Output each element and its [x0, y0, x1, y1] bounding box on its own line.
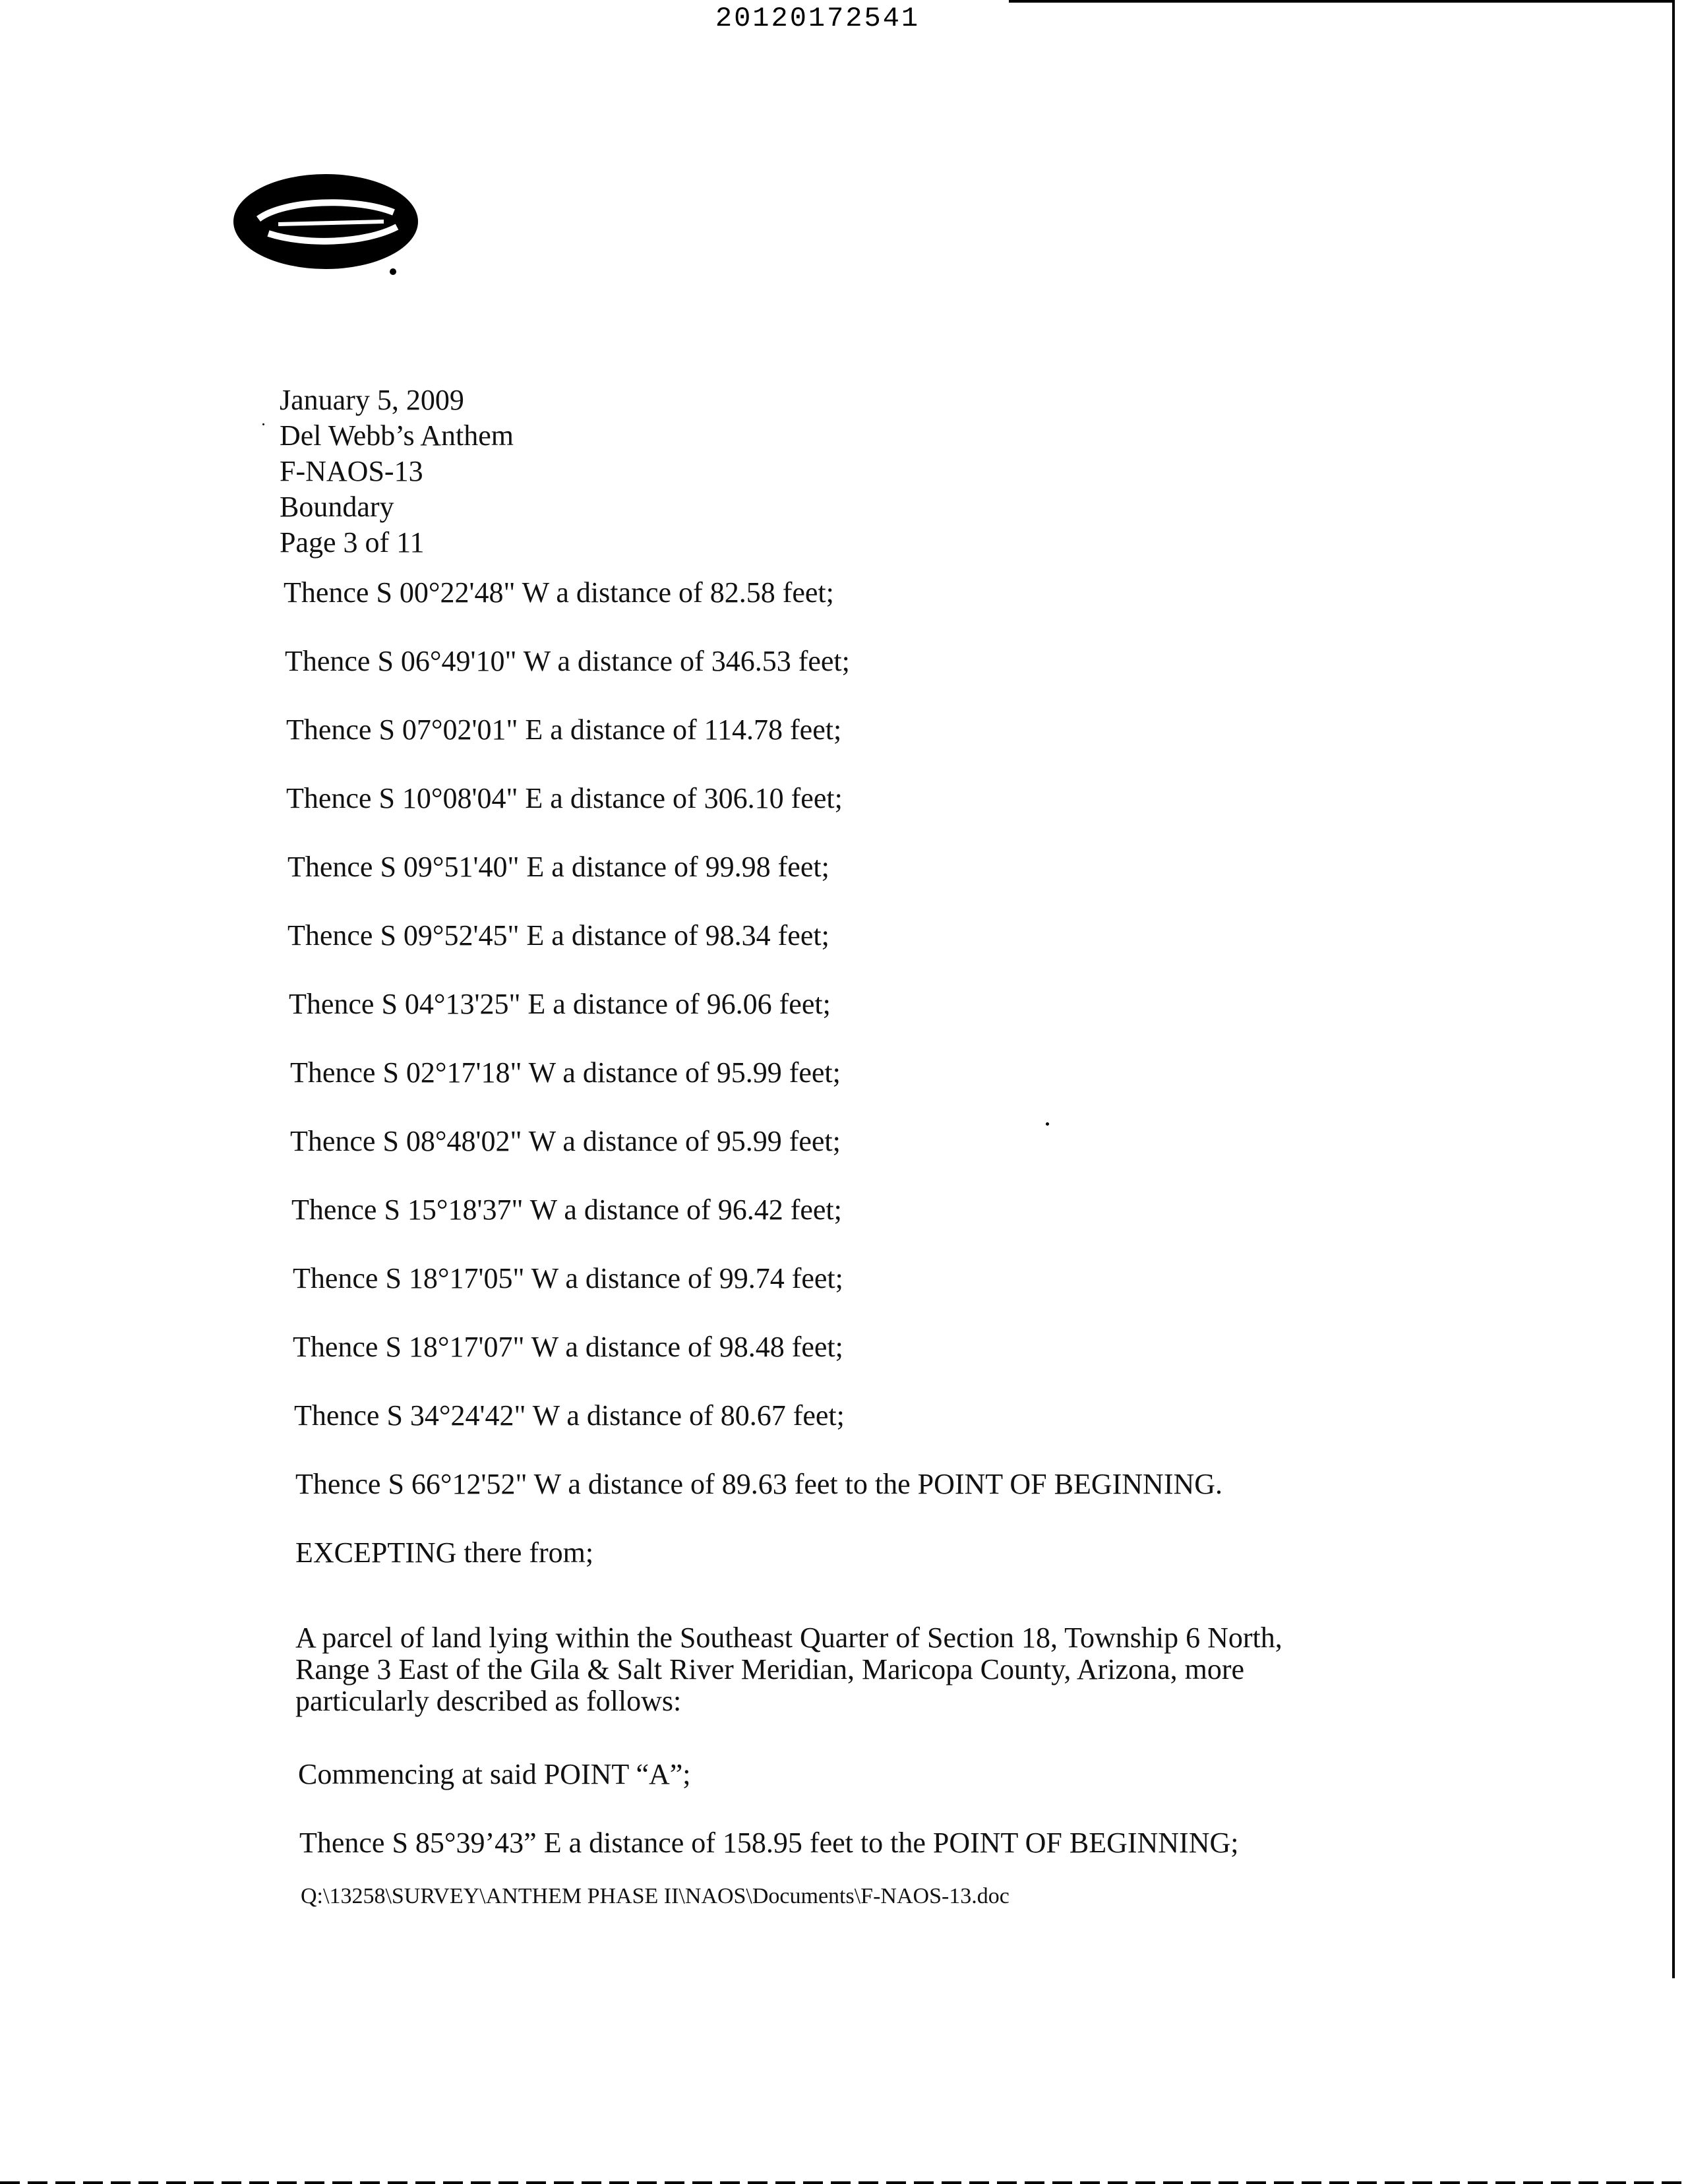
file-path: Q:\13258\SURVEY\ANTHEM PHASE II\NAOS\Documents\F-NAOS-13.doc — [301, 1884, 1010, 1908]
course-line: Thence S 09°52'45" E a distance of 98.34 feet; — [287, 919, 829, 952]
course-line: Thence S 00°22'48" W a distance of 82.58 feet; — [284, 576, 834, 609]
scan-speck — [262, 423, 264, 425]
course-line: Thence S 34°24'42" W a distance of 80.67 feet; — [294, 1399, 845, 1432]
course-line: Thence S 09°51'40" E a distance of 99.98 feet; — [287, 851, 829, 883]
right-border-line — [1672, 0, 1675, 1978]
course-line: Thence S 18°17'07" W a distance of 98.48 feet; — [293, 1331, 843, 1363]
header-subject: Boundary — [280, 491, 394, 523]
course-line: Thence S 10°08'04" E a distance of 306.10 feet; — [286, 782, 843, 814]
commencing-line: Commencing at said POINT “A”; — [298, 1758, 691, 1790]
course-line: Thence S 18°17'05" W a distance of 99.74 feet; — [293, 1262, 843, 1294]
course-line: Thence S 66°12'52" W a distance of 89.63 feet to the POINT OF BEGINNING. — [295, 1468, 1223, 1500]
course-line: Thence S 06°49'10" W a distance of 346.53 feet; — [285, 645, 850, 677]
recording-number: 20120172541 — [715, 3, 920, 34]
final-course-line: Thence S 85°39’43” E a distance of 158.95 feet to the POINT OF BEGINNING; — [299, 1827, 1239, 1859]
excepting-line: EXCEPTING there from; — [295, 1536, 594, 1569]
course-line: Thence S 15°18'37" W a distance of 96.42 feet; — [291, 1194, 842, 1226]
course-line: Thence S 04°13'25" E a distance of 96.06 feet; — [289, 988, 831, 1020]
company-oval-logo-icon — [232, 173, 430, 278]
header-project: Del Webb’s Anthem — [280, 419, 514, 452]
top-border-line — [1009, 0, 1675, 3]
bottom-border-line — [0, 2181, 1688, 2184]
course-line: Thence S 07°02'01" E a distance of 114.78 feet; — [286, 713, 842, 746]
header-parcel-id: F-NAOS-13 — [280, 455, 423, 487]
header-date: January 5, 2009 — [280, 384, 464, 416]
course-line: Thence S 02°17'18" W a distance of 95.99 feet; — [290, 1056, 841, 1089]
document-header — [280, 382, 514, 561]
parcel-description: A parcel of land lying within the Southeast Quarter of Section 18, Township 6 North, Range 3 East of the Gila & Salt River Meridian, Maricopa County, Arizona, more particularly described as follows: — [295, 1622, 1282, 1717]
course-line: Thence S 08°48'02" W a distance of 95.99 feet; — [290, 1125, 841, 1157]
header-page: Page 3 of 11 — [280, 526, 425, 559]
scan-speck — [1046, 1122, 1049, 1126]
